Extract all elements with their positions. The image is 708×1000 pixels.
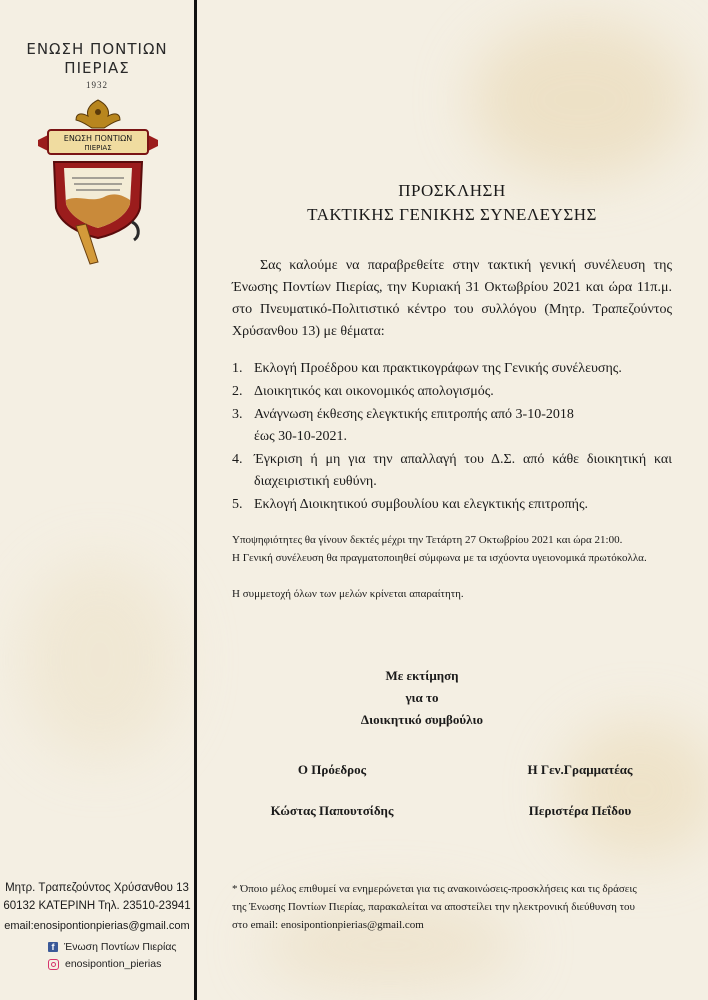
intro-paragraph: Σας καλούμε να παραβρεθείτε στην τακτική γενική συνέλευση της Ένωσης Ποντίων Πιερίας, την Κυριακή 31 Οκτωβρίου 2021 και ώρα 11π.μ. στο Πνευματικό-Πολιτιστικό κέντρο του συλλόγου (Μητρ. Τραπεζούντος Χρύσανθου 13) με θέματα: bbox=[232, 258, 672, 339]
emblem-logo bbox=[36, 96, 160, 266]
facebook-label: Ένωση Ποντίων Πιερίας bbox=[64, 941, 177, 953]
note-candidacies: Υποψηφιότητες θα γίνουν δεκτές μέχρι την Τετάρτη 27 Οκτωβρίου 2021 και ώρα 21:00. bbox=[232, 534, 623, 546]
founding-year: 1932 bbox=[86, 80, 108, 90]
address-line1: Μητρ. Τραπεζούντος Χρύσανθου 13 bbox=[5, 882, 189, 894]
agenda-item: 3. Ανάγνωση έκθεσης ελεγκτικής επιτροπής από 3-10-2018 έως 30-10-2021. bbox=[232, 407, 574, 444]
closing-regards: Με εκτίμηση bbox=[385, 668, 459, 683]
agenda-item: 5. Εκλογή Διοικητικού συμβουλίου και ελεγκτικής επιτροπής. bbox=[232, 497, 589, 512]
agenda-list bbox=[232, 358, 672, 517]
note-participation: Η συμμετοχή όλων των μελών κρίνεται απαραίτητη. bbox=[232, 588, 464, 600]
vertical-divider bbox=[194, 0, 197, 1000]
document-subtitle: ΤΑΚΤΙΚΗΣ ΓΕΝΙΚΗΣ ΣΥΝΕΛΕΥΣΗΣ bbox=[307, 205, 597, 224]
org-name-line2: ΠΙΕΡΙΑΣ bbox=[64, 59, 130, 77]
facebook-link[interactable] bbox=[48, 941, 176, 953]
sidebar bbox=[0, 0, 194, 1000]
closing-for: για το bbox=[405, 690, 439, 705]
contact-email[interactable]: email:enosipontionpierias@gmail.com bbox=[4, 920, 190, 932]
secretary-title: Η Γεν.Γραμματέας bbox=[527, 762, 633, 777]
facebook-icon: f bbox=[48, 942, 58, 952]
instagram-label: enosipontion_pierias bbox=[65, 958, 162, 970]
address-line2: 60132 ΚΑΤΕΡΙΝΗ Τηλ. 23510-23941 bbox=[3, 900, 191, 912]
note-protocols: Η Γενική συνέλευση θα πραγματοποιηθεί σύμφωνα με τα ισχύοντα υγειονομικά πρωτόκολλα. bbox=[232, 552, 647, 564]
closing-board: Διοικητικό συμβούλιο bbox=[360, 712, 484, 727]
svg-text:ΠΙΕΡΙΑΣ: ΠΙΕΡΙΑΣ bbox=[84, 144, 112, 152]
org-name-line1: ΕΝΩΣΗ ΠΟΝΤΙΩΝ bbox=[26, 40, 168, 58]
agenda-item: 1. Εκλογή Προέδρου και πρακτικογράφων της Γενικής συνέλευσης. bbox=[232, 361, 622, 376]
instagram-link[interactable] bbox=[48, 958, 161, 970]
footnote: * Όποιο μέλος επιθυμεί να ενημερώνεται για τις ανακοινώσεις-προσκλήσεις και τις δράσεις της Ένωσης Ποντίων Πιερίας, παρακαλείται να αποστείλει την ηλεκτρονική διεύθυνση του στο email: enosipontionpierias@gmail.com bbox=[232, 883, 637, 931]
agenda-item: 4. Έγκριση ή μη για την απαλλαγή του Δ.Σ. από κάθε διοικητική και διαχειριστική ευθύνη. bbox=[232, 452, 672, 489]
document-title: ΠΡΟΣΚΛΗΣΗ bbox=[398, 181, 506, 200]
svg-text:ΕΝΩΣΗ ΠΟΝΤΙΩΝ: ΕΝΩΣΗ ΠΟΝΤΙΩΝ bbox=[63, 134, 133, 143]
secretary-name: Περιστέρα Πεΐδου bbox=[528, 803, 632, 818]
agenda-item: 2. Διοικητικός και οικονομικός απολογισμός. bbox=[232, 384, 494, 399]
president-title: Ο Πρόεδρος bbox=[297, 762, 367, 777]
instagram-icon bbox=[48, 959, 59, 970]
president-name: Κώστας Παπουτσίδης bbox=[270, 803, 394, 818]
